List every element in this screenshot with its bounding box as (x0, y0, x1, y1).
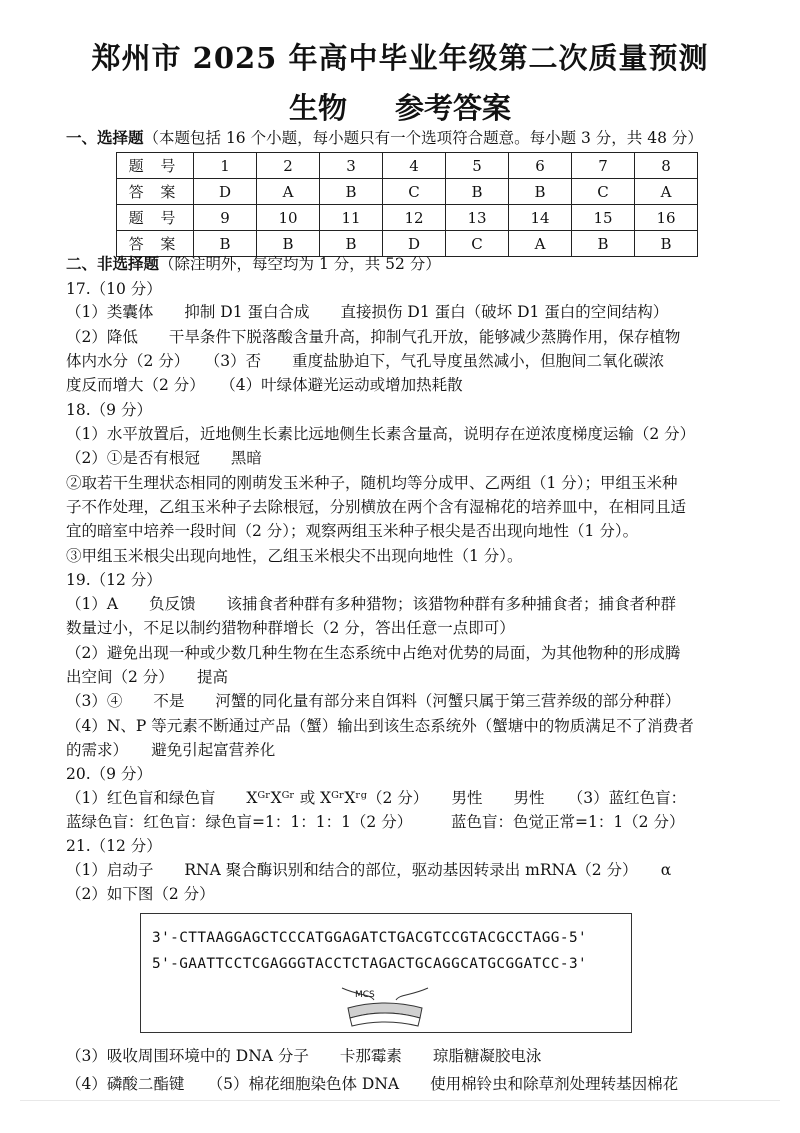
question-number-cell: 6 (509, 153, 572, 179)
text-line: （1）A 负反馈 该捕食者种群有多种猎物；该猎物种群有多种捕食者；捕食者种群 (66, 595, 677, 613)
text-line: （2）①是否有根冠 黑暗 (66, 449, 262, 467)
text-line: 20.（9 分） (66, 765, 152, 783)
answer-key-label: 参考答案 (395, 91, 512, 125)
text-line: 数量过小，不足以制约猎物种群增长（2 分，答出任意一点即可） (66, 619, 515, 637)
answer-cell: A (635, 179, 698, 205)
answer-cell: B (320, 179, 383, 205)
answer-cell: D (383, 231, 446, 257)
text-line: ③甲组玉米根尖出现向地性，乙组玉米根尖不出现向地性（1 分）。 (66, 547, 523, 565)
table-row (117, 205, 698, 231)
subject-name: 生物 (288, 91, 347, 125)
text-line: 宜的暗室中培养一段时间（2 分）；观察两组玉米种子根尖是否出现向地性（1 分）。 (66, 522, 639, 540)
table-row (117, 231, 698, 257)
section2-heading: 二、非选择题 (66, 254, 160, 273)
section1-heading-line (66, 128, 703, 148)
question-header-cell: 题 号 (117, 153, 194, 179)
text-line: （1）水平放置后，近地侧生长素比远地侧生长素含量高，说明存在逆浓度梯度运输（2 分） (66, 425, 696, 443)
question-number-cell: 13 (446, 205, 509, 231)
text-line: ②取若干生理状态相同的刚萌发玉米种子，随机均等分成甲、乙两组（1 分）；甲组玉米种 (66, 474, 678, 492)
question-number-cell: 3 (320, 153, 383, 179)
question-number-cell: 12 (383, 205, 446, 231)
answer-cell: B (572, 231, 635, 257)
answer-cell: B (320, 231, 383, 257)
text-line: 子不作处理，乙组玉米种子去除根冠，分别横放在两个含有湿棉花的培养皿中，在相同且适 (66, 498, 687, 516)
answer-title (0, 86, 800, 127)
text-line: 出空间（2 分） 提高 (66, 668, 229, 686)
text-line: （1）红色盲和绿色盲 XᴳʳXᴳʳ 或 XᴳʳXʳᵍ（2 分） 男性 男性 （3）蓝红色盲： (66, 789, 687, 807)
text-line: （2）如下图（2 分） (66, 885, 215, 903)
text-line: 的需求） 避免引起富营养化 (66, 741, 276, 759)
question-number-cell: 4 (383, 153, 446, 179)
text-line: 17.（10 分） (66, 280, 162, 298)
text-line: （4）N、P 等元素不断通过产品（蟹）输出到该生态系统外（蟹塘中的物质满足不了消费者 (66, 717, 694, 735)
dna-strand-top: 3'-CTTAAGGAGCTCCCATGGAGATCTGACGTCCGTACGCCTAGG-5' (152, 930, 588, 946)
text-line: 蓝绿色盲：红色盲：绿色盲=1：1：1：1（2 分） 蓝色盲：色觉正常=1：1（2 分） (66, 813, 685, 831)
answer-cell: C (446, 231, 509, 257)
text-line: （2）避免出现一种或少数几种生物在生态系统中占绝对优势的局面，为其他物种的形成腾 (66, 644, 681, 662)
answer-cell: A (509, 231, 572, 257)
text-line: 18.（9 分） (66, 401, 152, 419)
answer-cell: B (194, 231, 257, 257)
text-line: 21.（12 分） (66, 837, 162, 855)
question-number-cell: 7 (572, 153, 635, 179)
text-line: 体内水分（2 分） （3）否 重度盐胁迫下，气孔导度虽然减小，但胞间二氧化碳浓 (66, 352, 665, 370)
dna-strand-bottom: 5'-GAATTCCTCGAGGGTACCTCTAGACTGCAGGCATGCGGATCC-3' (152, 956, 588, 972)
text-line: （3）吸收周围环境中的 DNA 分子 卡那霉素 琼脂糖凝胶电泳 (66, 1047, 542, 1065)
text-line: （1）类囊体 抑制 D1 蛋白合成 直接损伤 D1 蛋白（破坏 D1 蛋白的空间结构） (66, 303, 669, 321)
question-number-cell: 16 (635, 205, 698, 231)
text-line: （2）降低 干旱条件下脱落酸含量升高，抑制气孔开放，能够减少蒸腾作用，保存植物 (66, 328, 681, 346)
choice-answer-table (116, 152, 698, 257)
text-line: （3）④ 不是 河蟹的同化量有部分来自饵料（河蟹只属于第三营养级的部分种群） (66, 692, 681, 710)
table-row (117, 153, 698, 179)
text-line: （1）启动子 RNA 聚合酶识别和结合的部位，驱动基因转录出 mRNA（2 分） α (66, 861, 672, 879)
answer-cell: B (257, 231, 320, 257)
section1-desc: （本题包括 16 个小题，每小题只有一个选项符合题意。每小题 3 分，共 48 分） (143, 129, 703, 147)
section1-heading: 一、选择题 (66, 128, 144, 147)
question-number-cell: 10 (257, 205, 320, 231)
question-number-cell: 11 (320, 205, 383, 231)
answer-cell: D (194, 179, 257, 205)
answer-cell: B (446, 179, 509, 205)
answer-cell: B (635, 231, 698, 257)
answer-cell: A (257, 179, 320, 205)
exam-title: 郑州市 2025 年高中毕业年级第二次质量预测 (91, 41, 709, 75)
text-line: 度反而增大（2 分） （4）叶绿体避光运动或增加热耗散 (66, 376, 463, 394)
answer-cell: C (383, 179, 446, 205)
section2-desc: （除注明外，每空均为 1 分，共 52 分） (159, 255, 441, 273)
question-number-cell: 5 (446, 153, 509, 179)
answer-cell: C (572, 179, 635, 205)
text-line: （4）磷酸二酯键 （5）棉花细胞染色体 DNA 使用棉铃虫和除草剂处理转基因棉花 (66, 1075, 679, 1093)
text-line: 19.（12 分） (66, 571, 162, 589)
question-number-cell: 15 (572, 205, 635, 231)
table-row (117, 179, 698, 205)
answer-header-cell: 答 案 (117, 179, 194, 205)
section2-heading-line (66, 254, 441, 274)
question-number-cell: 9 (194, 205, 257, 231)
answer-cell: B (509, 179, 572, 205)
answer-header-cell: 答 案 (117, 231, 194, 257)
mcs-label: MCS (355, 990, 375, 1000)
page-bottom-divider (20, 1100, 780, 1101)
question-number-cell: 8 (635, 153, 698, 179)
question-number-cell: 1 (194, 153, 257, 179)
question-header-cell: 题 号 (117, 205, 194, 231)
question-number-cell: 2 (257, 153, 320, 179)
question-number-cell: 14 (509, 205, 572, 231)
mcs-plasmid-icon (340, 986, 430, 1032)
